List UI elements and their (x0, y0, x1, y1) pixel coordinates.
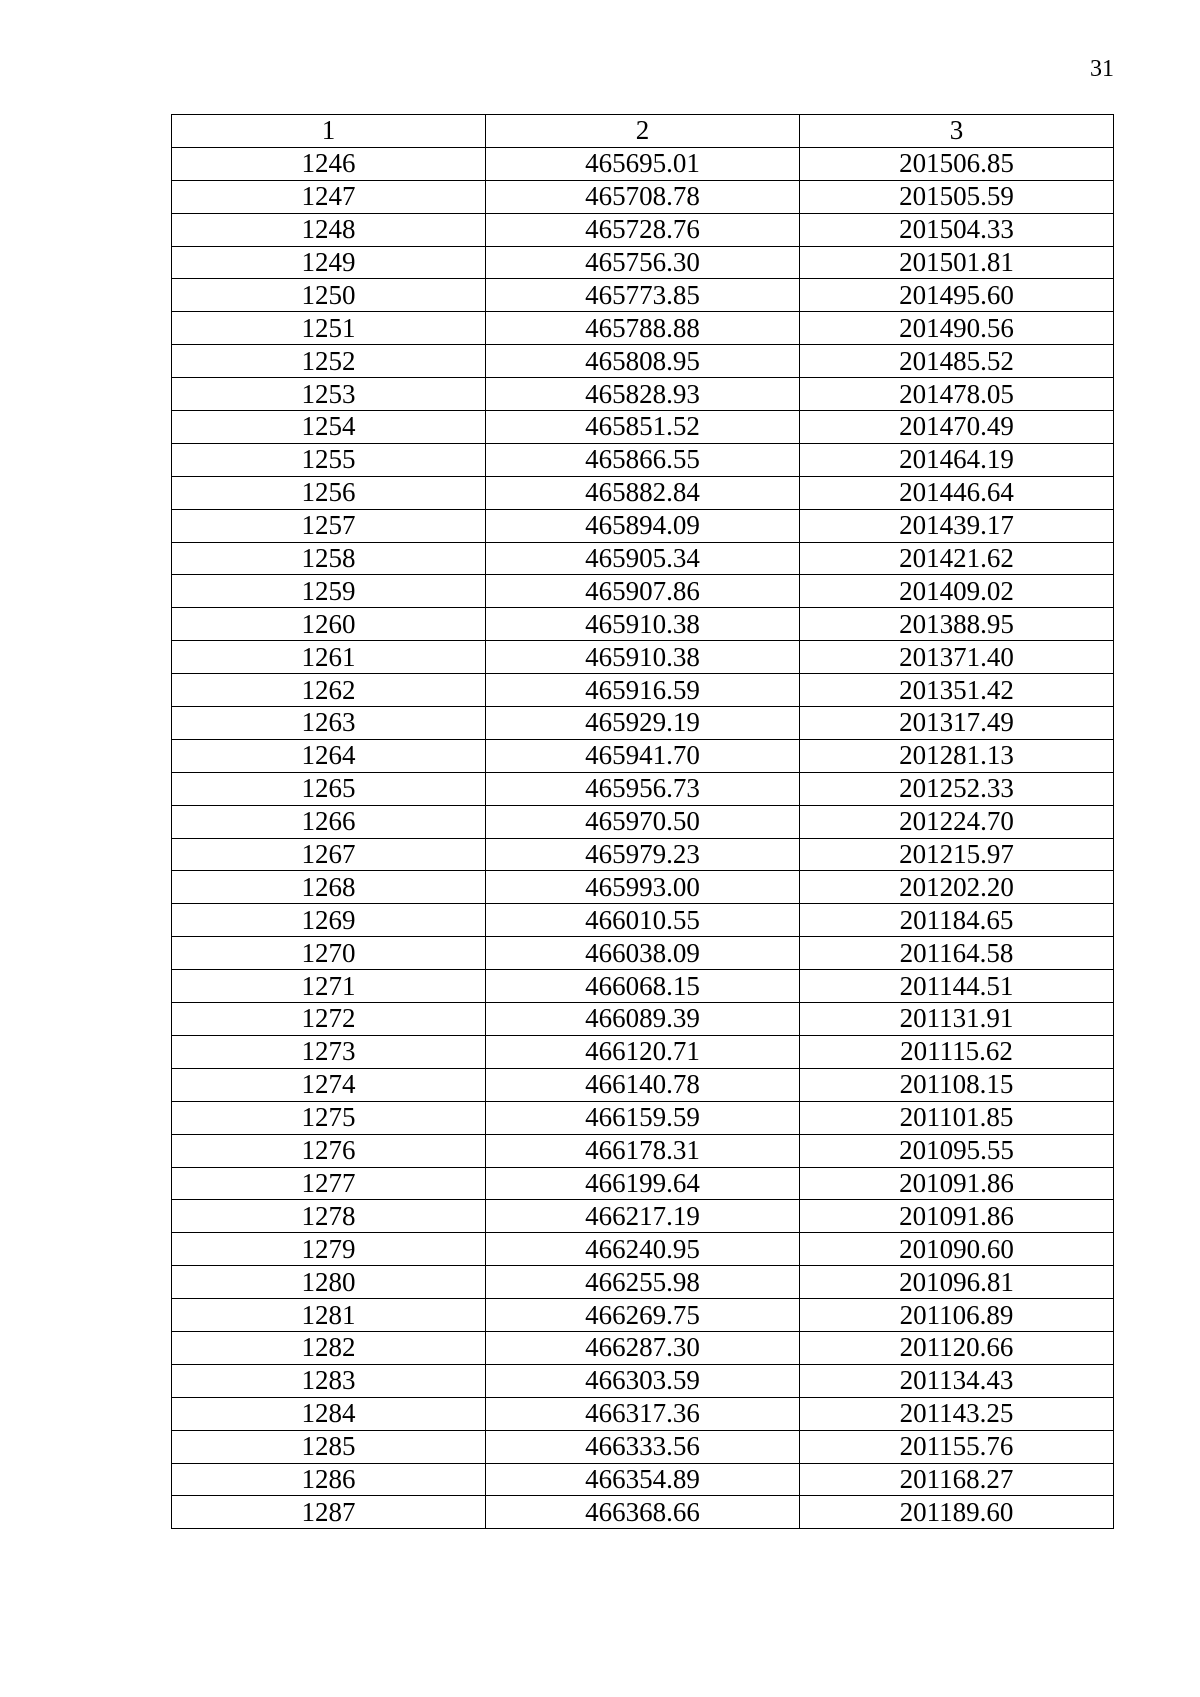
table-row (172, 1463, 1114, 1496)
point-number-cell: 1255 (172, 443, 486, 476)
y-coordinate-cell: 201101.85 (800, 1101, 1114, 1134)
y-coordinate-cell: 201168.27 (800, 1463, 1114, 1496)
point-number-cell: 1270 (172, 937, 486, 970)
table-row (172, 772, 1114, 805)
y-coordinate-cell: 201134.43 (800, 1364, 1114, 1397)
x-coordinate-cell: 466159.59 (486, 1101, 800, 1134)
table-row (172, 1364, 1114, 1397)
x-coordinate-cell: 466269.75 (486, 1299, 800, 1332)
table-row (172, 937, 1114, 970)
y-coordinate-cell: 201091.86 (800, 1167, 1114, 1200)
table-row (172, 575, 1114, 608)
table-row (172, 1233, 1114, 1266)
y-coordinate-cell: 201421.62 (800, 542, 1114, 575)
x-coordinate-cell: 466120.71 (486, 1035, 800, 1068)
column-header: 2 (486, 115, 800, 148)
x-coordinate-cell: 465728.76 (486, 213, 800, 246)
table-row (172, 509, 1114, 542)
point-number-cell: 1284 (172, 1397, 486, 1430)
point-number-cell: 1257 (172, 509, 486, 542)
y-coordinate-cell: 201490.56 (800, 312, 1114, 345)
y-coordinate-cell: 201144.51 (800, 970, 1114, 1003)
point-number-cell: 1279 (172, 1233, 486, 1266)
point-number-cell: 1278 (172, 1200, 486, 1233)
point-number-cell: 1264 (172, 739, 486, 772)
x-coordinate-cell: 465941.70 (486, 739, 800, 772)
y-coordinate-cell: 201202.20 (800, 871, 1114, 904)
x-coordinate-cell: 466303.59 (486, 1364, 800, 1397)
table-row (172, 213, 1114, 246)
point-number-cell: 1272 (172, 1003, 486, 1036)
x-coordinate-cell: 465993.00 (486, 871, 800, 904)
y-coordinate-cell: 201281.13 (800, 739, 1114, 772)
table-row (172, 838, 1114, 871)
y-coordinate-cell: 201501.81 (800, 246, 1114, 279)
table-row (172, 1003, 1114, 1036)
x-coordinate-cell: 465866.55 (486, 443, 800, 476)
table-row (172, 1068, 1114, 1101)
y-coordinate-cell: 201506.85 (800, 147, 1114, 180)
point-number-cell: 1267 (172, 838, 486, 871)
y-coordinate-cell: 201095.55 (800, 1134, 1114, 1167)
y-coordinate-cell: 201317.49 (800, 707, 1114, 740)
y-coordinate-cell: 201096.81 (800, 1266, 1114, 1299)
x-coordinate-cell: 465828.93 (486, 378, 800, 411)
table-row (172, 443, 1114, 476)
x-coordinate-cell: 466010.55 (486, 904, 800, 937)
x-coordinate-cell: 466217.19 (486, 1200, 800, 1233)
y-coordinate-cell: 201495.60 (800, 279, 1114, 312)
y-coordinate-cell: 201505.59 (800, 180, 1114, 213)
x-coordinate-cell: 466199.64 (486, 1167, 800, 1200)
table-row (172, 312, 1114, 345)
x-coordinate-cell: 465905.34 (486, 542, 800, 575)
table-row (172, 1134, 1114, 1167)
y-coordinate-cell: 201108.15 (800, 1068, 1114, 1101)
table-row (172, 1496, 1114, 1529)
x-coordinate-cell: 466068.15 (486, 970, 800, 1003)
x-coordinate-cell: 466038.09 (486, 937, 800, 970)
y-coordinate-cell: 201351.42 (800, 674, 1114, 707)
y-coordinate-cell: 201504.33 (800, 213, 1114, 246)
table-row (172, 542, 1114, 575)
point-number-cell: 1285 (172, 1430, 486, 1463)
y-coordinate-cell: 201464.19 (800, 443, 1114, 476)
point-number-cell: 1281 (172, 1299, 486, 1332)
point-number-cell: 1252 (172, 345, 486, 378)
point-number-cell: 1261 (172, 641, 486, 674)
point-number-cell: 1286 (172, 1463, 486, 1496)
table-row (172, 1331, 1114, 1364)
point-number-cell: 1253 (172, 378, 486, 411)
y-coordinate-cell: 201252.33 (800, 772, 1114, 805)
y-coordinate-cell: 201371.40 (800, 641, 1114, 674)
point-number-cell: 1266 (172, 805, 486, 838)
y-coordinate-cell: 201215.97 (800, 838, 1114, 871)
y-coordinate-cell: 201143.25 (800, 1397, 1114, 1430)
x-coordinate-cell: 466368.66 (486, 1496, 800, 1529)
table-row (172, 1430, 1114, 1463)
point-number-cell: 1274 (172, 1068, 486, 1101)
table-header-row (172, 115, 1114, 148)
y-coordinate-cell: 201115.62 (800, 1035, 1114, 1068)
y-coordinate-cell: 201091.86 (800, 1200, 1114, 1233)
point-number-cell: 1251 (172, 312, 486, 345)
x-coordinate-cell: 466255.98 (486, 1266, 800, 1299)
point-number-cell: 1282 (172, 1331, 486, 1364)
x-coordinate-cell: 465695.01 (486, 147, 800, 180)
table-row (172, 970, 1114, 1003)
x-coordinate-cell: 465907.86 (486, 575, 800, 608)
x-coordinate-cell: 465916.59 (486, 674, 800, 707)
x-coordinate-cell: 465756.30 (486, 246, 800, 279)
table-row (172, 1200, 1114, 1233)
y-coordinate-cell: 201155.76 (800, 1430, 1114, 1463)
page-number: 31 (1090, 56, 1114, 82)
x-coordinate-cell: 466354.89 (486, 1463, 800, 1496)
x-coordinate-cell: 465882.84 (486, 476, 800, 509)
point-number-cell: 1250 (172, 279, 486, 312)
coordinates-table (171, 114, 1114, 1529)
table-row (172, 180, 1114, 213)
x-coordinate-cell: 465851.52 (486, 411, 800, 444)
point-number-cell: 1275 (172, 1101, 486, 1134)
table-row (172, 345, 1114, 378)
table-row (172, 246, 1114, 279)
table-row (172, 674, 1114, 707)
y-coordinate-cell: 201446.64 (800, 476, 1114, 509)
y-coordinate-cell: 201090.60 (800, 1233, 1114, 1266)
x-coordinate-cell: 466140.78 (486, 1068, 800, 1101)
point-number-cell: 1273 (172, 1035, 486, 1068)
table-row (172, 1397, 1114, 1430)
point-number-cell: 1283 (172, 1364, 486, 1397)
column-header: 3 (800, 115, 1114, 148)
table-row (172, 805, 1114, 838)
y-coordinate-cell: 201189.60 (800, 1496, 1114, 1529)
point-number-cell: 1263 (172, 707, 486, 740)
table-row (172, 871, 1114, 904)
x-coordinate-cell: 466089.39 (486, 1003, 800, 1036)
point-number-cell: 1268 (172, 871, 486, 904)
x-coordinate-cell: 465894.09 (486, 509, 800, 542)
y-coordinate-cell: 201388.95 (800, 608, 1114, 641)
table-row (172, 1167, 1114, 1200)
x-coordinate-cell: 465910.38 (486, 608, 800, 641)
point-number-cell: 1254 (172, 411, 486, 444)
table-row (172, 147, 1114, 180)
point-number-cell: 1248 (172, 213, 486, 246)
x-coordinate-cell: 465910.38 (486, 641, 800, 674)
table-row (172, 1266, 1114, 1299)
table-row (172, 707, 1114, 740)
x-coordinate-cell: 465979.23 (486, 838, 800, 871)
y-coordinate-cell: 201164.58 (800, 937, 1114, 970)
y-coordinate-cell: 201485.52 (800, 345, 1114, 378)
table-row (172, 476, 1114, 509)
column-header: 1 (172, 115, 486, 148)
point-number-cell: 1265 (172, 772, 486, 805)
y-coordinate-cell: 201470.49 (800, 411, 1114, 444)
point-number-cell: 1277 (172, 1167, 486, 1200)
y-coordinate-cell: 201106.89 (800, 1299, 1114, 1332)
y-coordinate-cell: 201131.91 (800, 1003, 1114, 1036)
x-coordinate-cell: 465773.85 (486, 279, 800, 312)
x-coordinate-cell: 466287.30 (486, 1331, 800, 1364)
table-row (172, 608, 1114, 641)
x-coordinate-cell: 465708.78 (486, 180, 800, 213)
table-row (172, 378, 1114, 411)
x-coordinate-cell: 466333.56 (486, 1430, 800, 1463)
y-coordinate-cell: 201409.02 (800, 575, 1114, 608)
y-coordinate-cell: 201439.17 (800, 509, 1114, 542)
point-number-cell: 1256 (172, 476, 486, 509)
point-number-cell: 1247 (172, 180, 486, 213)
y-coordinate-cell: 201184.65 (800, 904, 1114, 937)
x-coordinate-cell: 466317.36 (486, 1397, 800, 1430)
point-number-cell: 1276 (172, 1134, 486, 1167)
point-number-cell: 1262 (172, 674, 486, 707)
y-coordinate-cell: 201224.70 (800, 805, 1114, 838)
table-row (172, 411, 1114, 444)
point-number-cell: 1280 (172, 1266, 486, 1299)
x-coordinate-cell: 465808.95 (486, 345, 800, 378)
x-coordinate-cell: 466178.31 (486, 1134, 800, 1167)
x-coordinate-cell: 465956.73 (486, 772, 800, 805)
x-coordinate-cell: 465929.19 (486, 707, 800, 740)
point-number-cell: 1258 (172, 542, 486, 575)
table-row (172, 1299, 1114, 1332)
table-row (172, 1035, 1114, 1068)
point-number-cell: 1287 (172, 1496, 486, 1529)
table-row (172, 739, 1114, 772)
point-number-cell: 1260 (172, 608, 486, 641)
point-number-cell: 1246 (172, 147, 486, 180)
table-row (172, 1101, 1114, 1134)
table-row (172, 279, 1114, 312)
x-coordinate-cell: 465970.50 (486, 805, 800, 838)
point-number-cell: 1269 (172, 904, 486, 937)
point-number-cell: 1271 (172, 970, 486, 1003)
y-coordinate-cell: 201478.05 (800, 378, 1114, 411)
y-coordinate-cell: 201120.66 (800, 1331, 1114, 1364)
table-row (172, 641, 1114, 674)
x-coordinate-cell: 465788.88 (486, 312, 800, 345)
x-coordinate-cell: 466240.95 (486, 1233, 800, 1266)
point-number-cell: 1249 (172, 246, 486, 279)
point-number-cell: 1259 (172, 575, 486, 608)
table-row (172, 904, 1114, 937)
